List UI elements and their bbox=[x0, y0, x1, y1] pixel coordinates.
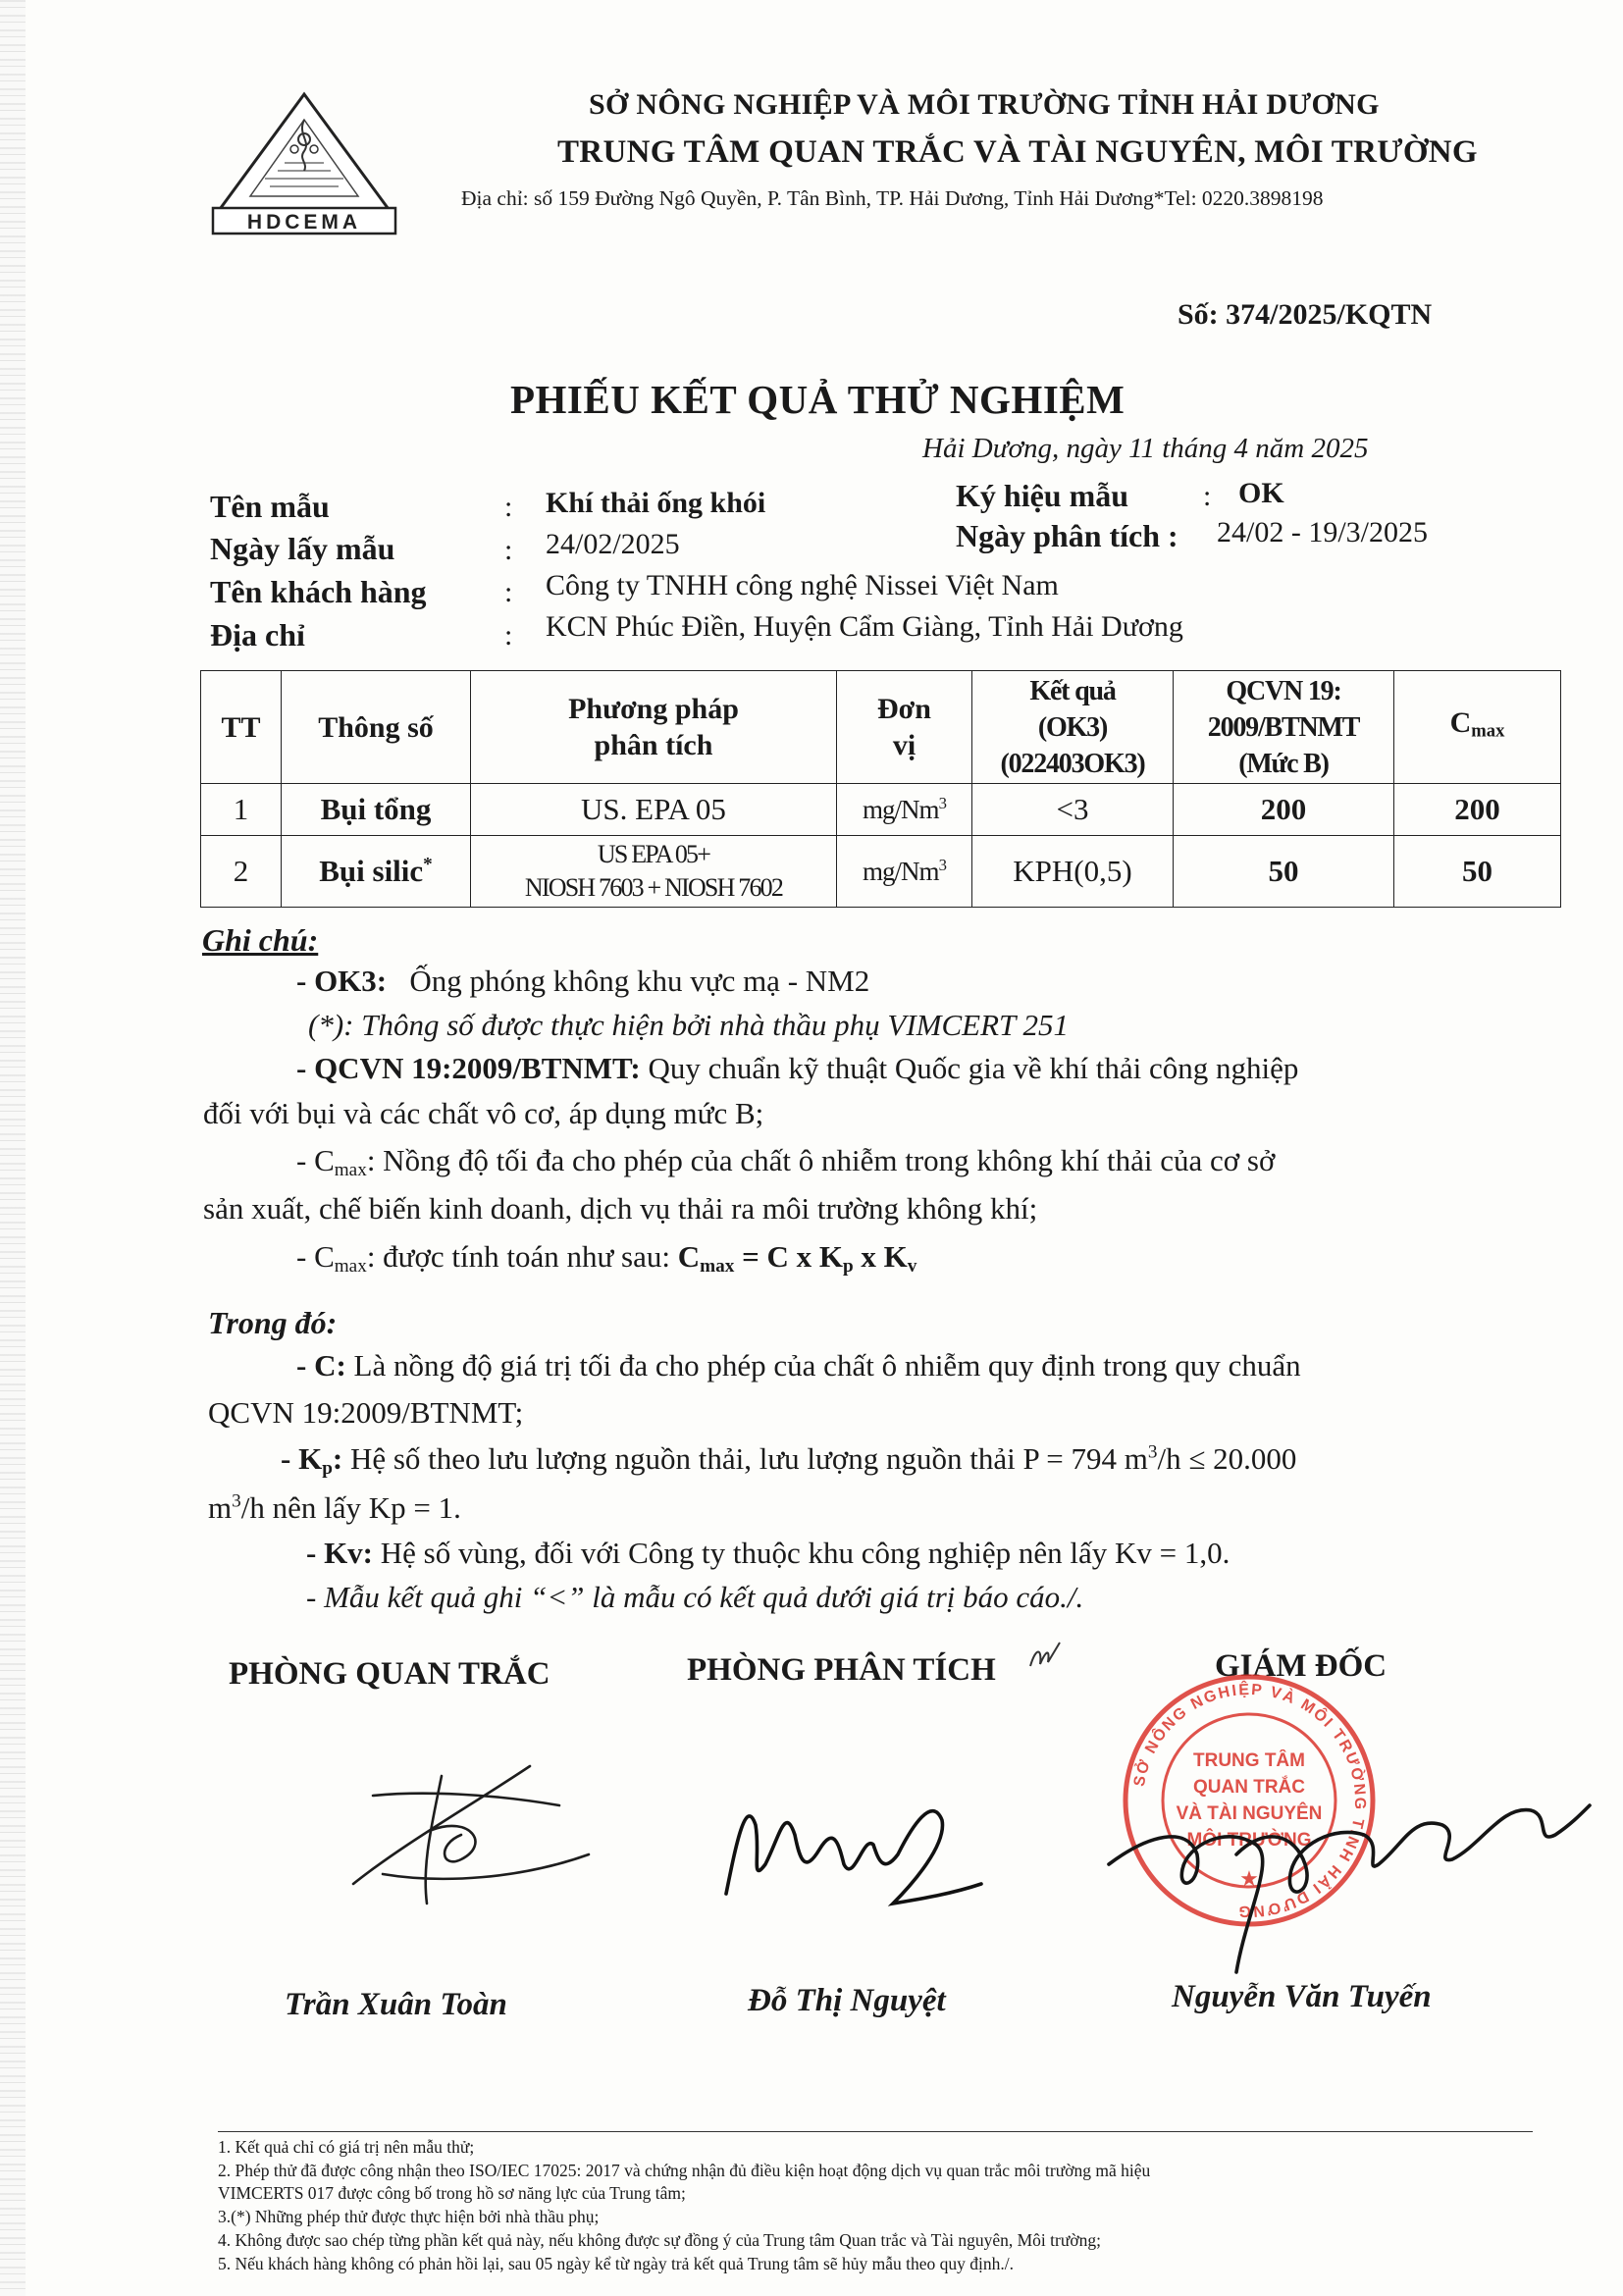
note-kp-text-1sup: 3 bbox=[1147, 1441, 1158, 1463]
table-row bbox=[201, 836, 1561, 908]
cell-unit-sup: 3 bbox=[938, 793, 946, 812]
note-ok3 bbox=[296, 964, 869, 999]
cell-unit bbox=[837, 836, 972, 908]
col-header-unit bbox=[837, 671, 972, 784]
note-kv-text: Hệ số vùng, đối với Công ty thuộc khu công nghiệp nên lấy Kv = 1,0. bbox=[380, 1536, 1230, 1570]
cell-param-mark: * bbox=[423, 854, 433, 875]
note-lt: - Mẫu kết quả ghi “<” là mẫu có kết quả dưới giá trị báo cáo./. bbox=[306, 1580, 1084, 1614]
dept-analysis: PHÒNG PHÂN TÍCH bbox=[687, 1652, 996, 1688]
table-row bbox=[201, 784, 1561, 836]
formula-p: p bbox=[842, 1255, 854, 1277]
col-header-qcvn-line1: QCVN 19: bbox=[1226, 675, 1341, 706]
note-ok3-label: - OK3: bbox=[296, 964, 388, 998]
cell-param-text: Bụi tổng bbox=[320, 792, 432, 826]
customer-value: Công ty TNHH công nghệ Nissei Việt Nam bbox=[546, 569, 1059, 601]
note-cmax-def-text-1: : Nồng độ tối đa cho phép của chất ô nhiễm trong không khí thải của cơ sở bbox=[366, 1143, 1276, 1177]
sample-code-label: Ký hiệu mẫu bbox=[956, 478, 1129, 513]
customer-address-label: Địa chỉ bbox=[210, 617, 305, 652]
dept-director: GIÁM ĐỐC bbox=[1215, 1648, 1387, 1684]
cell-method-line2: NIOSH 7603 + NIOSH 7602 bbox=[524, 873, 783, 902]
note-cmax-def-sub: max bbox=[334, 1159, 367, 1180]
table-header-row bbox=[201, 671, 1561, 784]
org-name-line-2: TRUNG TÂM QUAN TRẮC VÀ TÀI NGUYÊN, MÔI TRƯỜNG bbox=[557, 134, 1478, 170]
note-c-text-1: Là nồng độ giá trị tối đa cho phép của chất ô nhiễm quy định trong quy chuẩn bbox=[353, 1348, 1301, 1383]
document-number: Số: 374/2025/KQTN bbox=[1178, 298, 1433, 331]
formula-v: v bbox=[907, 1255, 917, 1277]
formula-max: max bbox=[700, 1255, 735, 1277]
note-kp-text-2sup: 3 bbox=[232, 1490, 241, 1512]
stamp-line-2: QUAN TRẮC bbox=[1193, 1777, 1305, 1798]
note-c-line1 bbox=[296, 1348, 1301, 1383]
analysis-date-value: 24/02 - 19/3/2025 bbox=[1217, 516, 1428, 548]
note-kp-colon: : bbox=[332, 1441, 343, 1476]
cell-param bbox=[282, 836, 471, 908]
signature-2 bbox=[707, 1766, 1001, 1943]
cell-tt: 1 bbox=[201, 784, 282, 836]
cell-param-text: Bụi silic bbox=[319, 854, 424, 888]
note-kp-line2 bbox=[208, 1490, 461, 1526]
note-kp-text-1a: Hệ số theo lưu lượng nguồn thải, lưu lượng nguồn thải P = 794 m bbox=[349, 1441, 1148, 1476]
note-subcontract: (*): Thông số được thực hiện bởi nhà thầu phụ VIMCERT 251 bbox=[308, 1008, 1069, 1042]
stamp-star: ★ bbox=[1239, 1866, 1259, 1891]
note-ok3-text: Ống phóng không khu vực mạ - NM2 bbox=[409, 964, 870, 998]
cell-cmax: 50 bbox=[1394, 836, 1561, 908]
note-kv bbox=[306, 1536, 1230, 1571]
sample-name-label: Tên mẫu bbox=[210, 489, 330, 524]
col-header-result-line1: Kết quả bbox=[1029, 675, 1116, 706]
footnote-2: 2. Phép thử đã được công nhận theo ISO/IEC 17025: 2017 và chứng nhận đủ điều kiện hoạt động dịch vụ quan trắc môi trường mã hiệu bbox=[218, 2161, 1151, 2180]
col-header-qcvn-line3: (Mức B) bbox=[1238, 748, 1329, 779]
cell-method bbox=[471, 836, 837, 908]
cell-qcvn: 50 bbox=[1174, 836, 1394, 908]
note-qcvn-text-1: Quy chuẩn kỹ thuật Quốc gia về khí thải công nghiệp bbox=[648, 1051, 1299, 1085]
note-qcvn-line2: đối với bụi và các chất vô cơ, áp dụng mức B; bbox=[203, 1096, 764, 1130]
customer-label: Tên khách hàng bbox=[210, 574, 427, 609]
signer-name-1: Trần Xuân Toàn bbox=[285, 1987, 507, 2022]
info-colon: : bbox=[504, 491, 513, 523]
note-cmax-calc-text: : được tính toán như sau: bbox=[366, 1239, 670, 1274]
footnote-3: 3.(*) Những phép thử được thực hiện bởi nhà thầu phụ; bbox=[218, 2207, 600, 2226]
col-header-method-line2: phân tích bbox=[594, 729, 713, 761]
org-name-line-1: SỞ NÔNG NGHIỆP VÀ MÔI TRƯỜNG TỈNH HẢI DƯƠNG bbox=[589, 88, 1380, 121]
note-kp-line1 bbox=[281, 1441, 1296, 1480]
info-colon: : bbox=[504, 619, 513, 652]
col-header-result-line3: (022403OK3) bbox=[1000, 748, 1145, 779]
col-header-result-line2: (OK3) bbox=[1037, 711, 1108, 743]
footnote-4: 4. Không được sao chép từng phần kết quả này, nếu không được sự đồng ý của Trung tâm Quan trắc và Tài nguyên, Môi trường; bbox=[218, 2230, 1101, 2250]
note-cmax-calc bbox=[296, 1239, 916, 1278]
hdcema-logo bbox=[211, 90, 397, 237]
cell-unit bbox=[837, 784, 972, 836]
cell-tt: 2 bbox=[201, 836, 282, 908]
note-kv-label: - Kv: bbox=[306, 1536, 374, 1570]
note-kp-k: - K bbox=[281, 1441, 323, 1476]
col-header-method bbox=[471, 671, 837, 784]
sample-code-value: OK bbox=[1238, 477, 1284, 509]
cell-result: KPH(0,5) bbox=[972, 836, 1174, 908]
cell-cmax: 200 bbox=[1394, 784, 1561, 836]
scan-edge-artifact bbox=[0, 0, 26, 2296]
note-cmax-def-line2: sản xuất, chế biến kinh doanh, dịch vụ thải ra môi trường không khí; bbox=[203, 1191, 1038, 1226]
col-header-result bbox=[972, 671, 1174, 784]
where-heading: Trong đó: bbox=[208, 1305, 338, 1340]
sample-name-value: Khí thải ống khói bbox=[546, 487, 766, 519]
analysis-date-label: Ngày phân tích : bbox=[956, 518, 1178, 553]
note-c-line2: QCVN 19:2009/BTNMT; bbox=[208, 1395, 524, 1430]
signer-name-2: Đỗ Thị Nguyệt bbox=[748, 1983, 946, 2018]
col-header-qcvn-line2: 2009/BTNMT bbox=[1207, 711, 1360, 743]
customer-address-value: KCN Phúc Điền, Huyện Cẩm Giàng, Tỉnh Hải Dương bbox=[546, 610, 1183, 643]
cell-unit-text: mg/Nm bbox=[863, 795, 939, 825]
stamp-outer-text: SỞ NÔNG NGHIỆP VÀ MÔI TRƯỜNG TỈNH HẢI DƯƠNG bbox=[1130, 1681, 1369, 1920]
info-colon: : bbox=[1203, 480, 1212, 512]
footnote-2b: VIMCERTS 017 được công bố trong hồ sơ năng lực của Trung tâm; bbox=[218, 2183, 686, 2203]
stamp-line-4: MÔI TRƯỜNG bbox=[1186, 1830, 1312, 1851]
stamp-line-3: VÀ TÀI NGUYÊN bbox=[1176, 1803, 1323, 1824]
stamp-line-1: TRUNG TÂM bbox=[1193, 1750, 1305, 1771]
formula-mid: = C x K bbox=[734, 1239, 843, 1274]
signer-name-3: Nguyễn Văn Tuyến bbox=[1172, 1979, 1432, 2014]
note-qcvn-label: - QCVN 19:2009/BTNMT: bbox=[296, 1051, 641, 1085]
cell-result: <3 bbox=[972, 784, 1174, 836]
signature-1 bbox=[324, 1737, 618, 1933]
notes-heading: Ghi chú: bbox=[202, 922, 319, 958]
note-cmax-def-prefix: - C bbox=[296, 1143, 335, 1177]
col-header-unit-line1: Đơn bbox=[877, 693, 931, 725]
document-title: PHIẾU KẾT QUẢ THỬ NGHIỆM bbox=[510, 377, 1126, 422]
sampling-date-label: Ngày lấy mẫu bbox=[210, 531, 395, 566]
formula-c: C bbox=[677, 1239, 701, 1274]
col-header-cmax bbox=[1394, 671, 1561, 784]
note-kp-p: p bbox=[322, 1457, 333, 1479]
note-kp-label bbox=[281, 1441, 343, 1479]
col-header-unit-line2: vị bbox=[892, 729, 916, 761]
sampling-date-value: 24/02/2025 bbox=[546, 528, 680, 560]
col-header-tt: TT bbox=[201, 671, 282, 784]
note-cmax-def-line1 bbox=[296, 1143, 1275, 1181]
col-header-cmax-sub: max bbox=[1471, 720, 1505, 742]
cell-method bbox=[471, 784, 837, 836]
signature-3 bbox=[1089, 1737, 1599, 1992]
note-cmax-calc-prefix: - C bbox=[296, 1239, 335, 1274]
col-header-cmax-c: C bbox=[1449, 706, 1472, 740]
note-cmax-calc-sub: max bbox=[334, 1255, 367, 1277]
cell-method-line1: US EPA 05+ bbox=[597, 840, 710, 868]
cell-unit-sup: 3 bbox=[938, 855, 946, 874]
note-kp-text-2a: m bbox=[208, 1490, 233, 1525]
footnote-1: 1. Kết quả chỉ có giá trị nên mẫu thử; bbox=[218, 2137, 475, 2157]
issue-date: Hải Dương, ngày 11 tháng 4 năm 2025 bbox=[922, 433, 1369, 464]
dept-monitoring: PHÒNG QUAN TRẮC bbox=[229, 1656, 550, 1692]
col-header-param: Thông số bbox=[282, 671, 471, 784]
note-qcvn-line1 bbox=[296, 1051, 1298, 1086]
note-kp-text-2b: /h nên lấy Kp = 1. bbox=[240, 1490, 461, 1525]
info-colon: : bbox=[504, 534, 513, 566]
note-kp-text-1b: /h ≤ 20.000 bbox=[1157, 1441, 1297, 1476]
results-table bbox=[200, 670, 1561, 908]
footer-rule bbox=[218, 2131, 1533, 2132]
info-colon: : bbox=[504, 576, 513, 608]
footnote-5: 5. Nếu khách hàng không có phản hồi lại, sau 05 ngày kể từ ngày trả kết quả Trung tâm sẽ hủy mẫu theo quy định./. bbox=[218, 2254, 1014, 2273]
cell-unit-text: mg/Nm bbox=[863, 857, 939, 887]
org-address: Địa chỉ: số 159 Đường Ngô Quyền, P. Tân Bình, TP. Hải Dương, Tỉnh Hải Dương*Tel: 0220.3898198 bbox=[461, 186, 1324, 210]
formula-x: x K bbox=[853, 1239, 908, 1274]
cmax-formula bbox=[677, 1239, 917, 1277]
note-c-label: - C: bbox=[296, 1348, 346, 1383]
col-header-qcvn bbox=[1174, 671, 1394, 784]
logo-text: HDCEMA bbox=[246, 211, 362, 234]
initials-mark bbox=[1026, 1637, 1066, 1676]
col-header-method-line1: Phương pháp bbox=[568, 693, 739, 725]
cell-qcvn: 200 bbox=[1174, 784, 1394, 836]
cell-method-line1: US. EPA 05 bbox=[581, 792, 726, 826]
cell-param bbox=[282, 784, 471, 836]
